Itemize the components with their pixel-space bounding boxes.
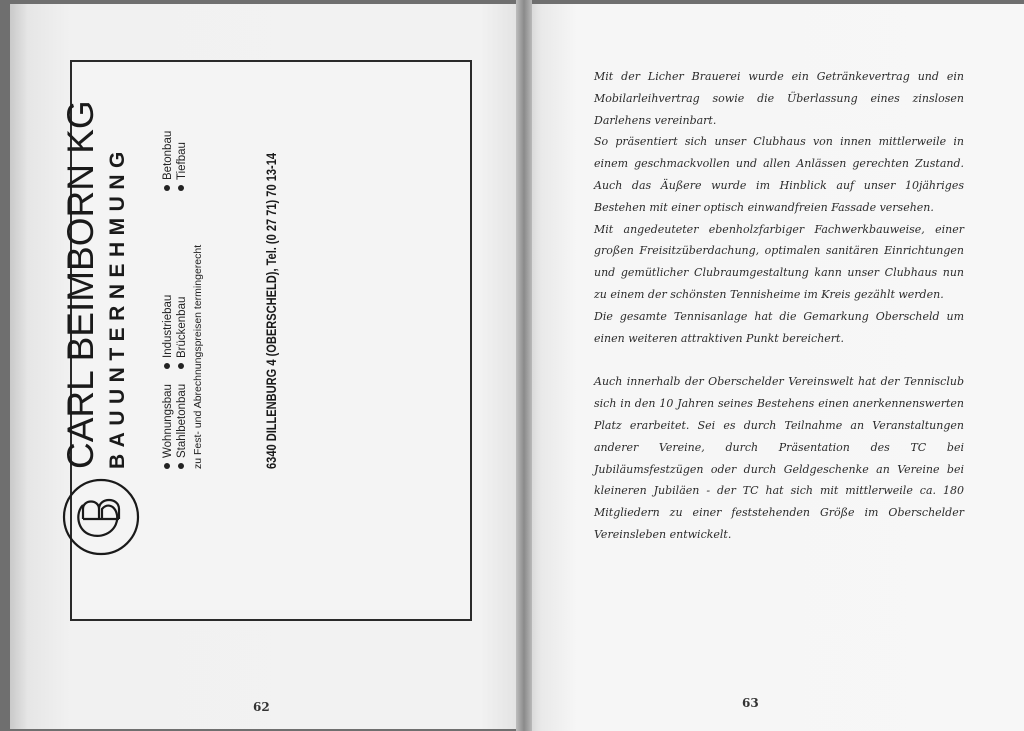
paragraph-spacer bbox=[594, 349, 964, 371]
service-item: Brückenbau bbox=[175, 191, 189, 369]
bullet-icon bbox=[178, 463, 184, 469]
paragraph: Mit angedeuteter ebenholzfarbiger Fachwerkbauweise, einer großen Freisitzüberdachung, optimalen sanitären Einrichtungen und gemütlicher Clubraumgestaltung kann unser Clubhaus nun zu einem der schönsten Tennisheime im Kreis gezählt werden. bbox=[594, 222, 964, 301]
bullet-icon bbox=[164, 185, 170, 191]
page-number-left: 62 bbox=[253, 700, 270, 714]
bullet-icon bbox=[178, 185, 184, 191]
bullet-icon bbox=[164, 463, 170, 469]
paragraph: Auch innerhalb der Oberschelder Vereinswelt hat der Tennisclub sich in den 10 Jahren seines Bestehens einen anerkennenswerten Platz erarbeitet. Sei es durch Teilnahme an Veranstaltungen anderer Vereine, durch Präsentation des TC bei Jubiläumsfestzügen oder durch Geldgeschenke an Vereine bei kleineren Jubiläen - der TC hat sich mit mittlerweile ca. 180 Mitgliedern zu einer feststehenden Größe im Oberschelder Vereinsleben entwickelt. bbox=[594, 375, 964, 541]
paragraph: Die gesamte Tennisanlage hat die Gemarkung Oberscheld um einen weiteren attraktiven Punkt bereichert. bbox=[594, 309, 964, 345]
bullet-icon bbox=[178, 363, 184, 369]
service-item: Stahlbetonbau bbox=[175, 369, 189, 469]
service-item: Wohnungsbau bbox=[161, 369, 175, 469]
company-address: 6340 DILLENBURG 4 (OBERSCHELD), Tel. (0 27 71) 70 13-14 bbox=[264, 152, 279, 469]
paragraph: So präsentiert sich unser Clubhaus von innen mittlerweile in einem geschmackvollen und allen Anlässen gerechten Zustand. Auch das Äußere wurde im Hinblick auf unser 10jähriges Bestehen mit einer optisch einwandfreien Fassade versehen. bbox=[594, 135, 964, 214]
article-text bbox=[594, 66, 964, 546]
page-number-right: 63 bbox=[742, 696, 759, 710]
services-row bbox=[161, 39, 175, 469]
company-logo-icon bbox=[61, 477, 141, 557]
service-item: Tiefbau bbox=[175, 142, 189, 191]
advertisement-content bbox=[57, 17, 357, 557]
service-item: Industriebau bbox=[161, 191, 175, 369]
company-name: CARL BEIMBORN KG bbox=[60, 100, 101, 469]
services-row bbox=[175, 39, 189, 469]
services-list bbox=[161, 39, 205, 469]
services-note: zu Fest- und Abrechnungspreisen termingerecht bbox=[192, 244, 204, 469]
bullet-icon bbox=[164, 363, 170, 369]
service-item: Betonbau bbox=[161, 131, 175, 191]
paragraph: Mit der Licher Brauerei wurde ein Getränkevertrag und ein Mobilarleihvertrag sowie die Überlassung eines zinslosen Darlehens vereinbart. bbox=[594, 70, 964, 127]
company-subtitle: BAUUNTERNEHMUNG bbox=[106, 145, 129, 469]
book-gutter bbox=[516, 0, 532, 731]
